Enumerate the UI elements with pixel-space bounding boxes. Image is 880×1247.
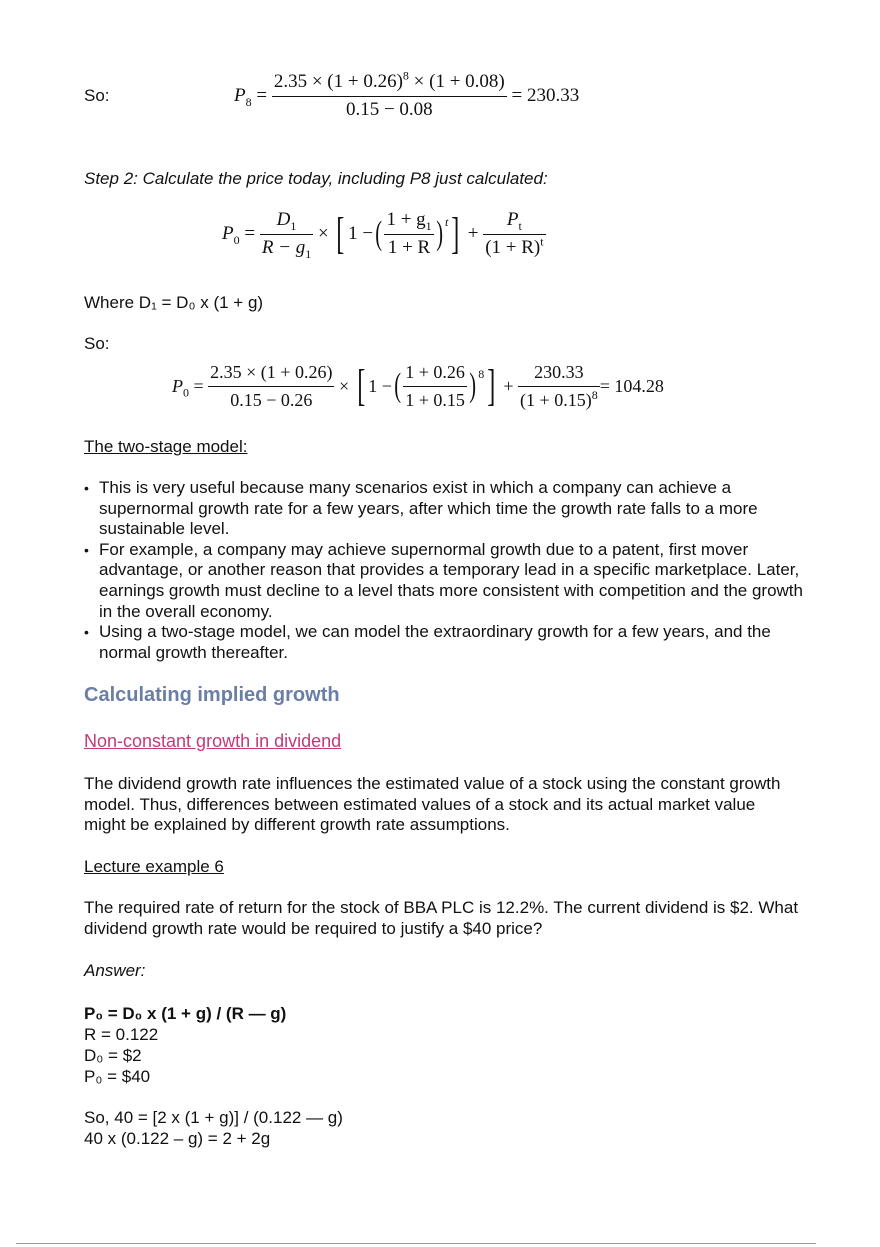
where-text: Where D₁ = D₀ x (1 + g) [84,293,264,312]
equation-p8: $P_8$ = $\frac{2.35 \times (1 + 0.26)^8 \times (1 + 0.08)}{0.15 - 0.08}$ = 230.33 [234,68,580,120]
two-stage-heading: The two-stage model: [84,437,248,456]
bullet-item: • For example, a company may achieve supernormal growth due to a patent, first mover advantage, or another reason that provides a temporary lead in a specific marketplace. Later, earnings growth must decline to a level thats more consistent with competition and the growth in the overall economy. [84,540,804,622]
work-line: So, 40 = [2 x (1 + g)] / (0.122 — g) [84,1108,343,1127]
so-label-2: So: [84,334,110,353]
equation-p0-result: = 104.28 [599,375,664,396]
section-heading: Calculating implied growth [84,684,340,706]
subsection-heading: Non-constant growth in dividend [84,731,342,751]
page-footer-divider [16,1243,816,1244]
equation-p8-result: = 230.33 [511,84,580,106]
value-d0: D₀ = $2 [84,1046,142,1065]
bullet-item: • This is very useful because many scenarios exist in which a company can achieve a supernormal growth rate for a few years, after which time the growth rate falls to a more sustainable level. [84,478,804,540]
work-line: 40 x (0.122 – g) = 2 + 2g [84,1129,271,1148]
equation-p0-general: $P_0$ = $\frac{D_1}{R - g_1}$ × [ 1 − ( $\frac{1 + g_1}{1 + R}$ ) $^t$ ] + $\frac{P_t}{(1 + R)^t}$ [222,209,544,261]
so-label-1: So: [84,86,110,105]
equation-p0-numeric: $P_0$ = $\frac{2.35 \times (1 + 0.26)}{0.15 - 0.26}$ × [ 1 − ( $\frac{1 + 0.26}{1 + 0.15}$ ) $^8$ ] + $\frac{230.33}{(1 + 0.15)^8}$ = 104.28 [172,361,664,411]
paragraph-growth-rate: The dividend growth rate influences the estimated value of a stock using the constant growth model. Thus, differences between estimated values of a stock and its actual market value might be explained by different growth rate assumptions. [84,774,781,835]
value-p0: P₀ = $40 [84,1067,151,1086]
step-2-text: Step 2: Calculate the price today, including P8 just calculated: [84,169,548,188]
lecture-example-heading: Lecture example 6 [84,857,224,876]
two-stage-bullets [84,478,804,663]
value-r: R = 0.122 [84,1025,159,1044]
bullet-item: • Using a two-stage model, we can model the extraordinary growth for a few years, and the normal growth thereafter. [84,622,804,663]
formula-line: P₀ = D₀ x (1 + g) / (R — g) [84,1004,287,1023]
paragraph-question: The required rate of return for the stock of BBA PLC is 12.2%. The current dividend is $2. What dividend growth rate would be required to justify a $40 price? [84,898,799,938]
answer-label: Answer: [84,961,146,980]
